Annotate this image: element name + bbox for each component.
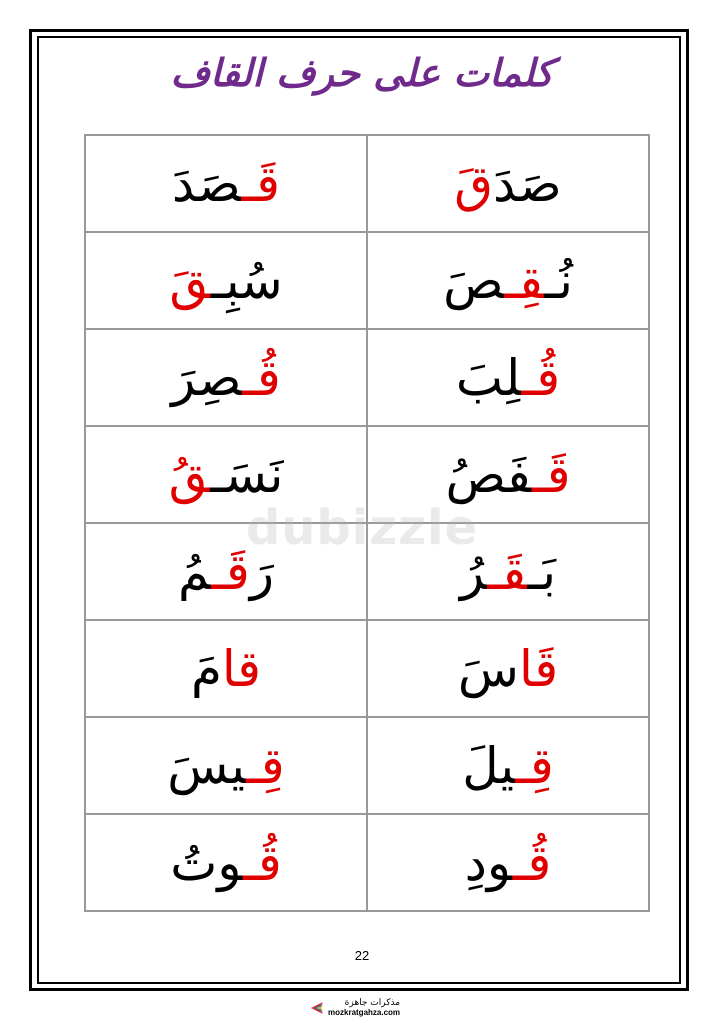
word-cell xyxy=(85,135,367,232)
word-part: صَدَ xyxy=(171,154,242,213)
word-part: سُبِـ xyxy=(211,251,283,310)
word-part: فَصُ xyxy=(445,445,532,504)
qaf-letter: قُـ xyxy=(512,833,552,892)
word-cell xyxy=(85,814,367,911)
qaf-letter: قُـ xyxy=(243,833,282,892)
table-row xyxy=(85,717,649,814)
word-part: بَـ xyxy=(527,542,557,601)
table-row xyxy=(85,814,649,911)
qaf-letter: قَـ xyxy=(487,542,528,601)
qaf-letter: قَـ xyxy=(211,542,250,601)
word-part: مَ xyxy=(190,639,222,698)
word-cell xyxy=(85,620,367,717)
qaf-letter: قِـ xyxy=(504,251,545,310)
qaf-letter: قَـ xyxy=(241,154,281,213)
word-part: يلَ xyxy=(462,736,516,795)
word-cell xyxy=(367,329,649,426)
footer-brand xyxy=(310,996,400,1020)
word-part: صَدَ xyxy=(493,154,562,213)
word-cell xyxy=(85,717,367,814)
word-part: يسَ xyxy=(167,736,247,795)
page-number: 22 xyxy=(354,948,370,963)
qaf-letter: قَ xyxy=(454,154,494,213)
qaf-letter: قا xyxy=(221,639,262,698)
qaf-letter: قُـ xyxy=(242,348,281,407)
word-cell xyxy=(85,329,367,426)
word-cell xyxy=(367,814,649,911)
page-title: كلمات على حرف القاف xyxy=(170,50,554,95)
qaf-letter: قِـ xyxy=(246,736,285,795)
word-cell xyxy=(367,232,649,329)
qaf-letter: قَا xyxy=(518,639,559,698)
word-part: ودِ xyxy=(464,833,513,892)
watermark-text: dubizzle xyxy=(245,500,479,556)
qaf-letter: قَ xyxy=(169,251,212,310)
table-row xyxy=(85,329,649,426)
qaf-letter: قَـ xyxy=(532,445,571,504)
word-part: رَ xyxy=(249,542,274,601)
qaf-letter: قُ xyxy=(168,445,211,504)
word-cell xyxy=(367,620,649,717)
word-cell xyxy=(367,135,649,232)
word-cell xyxy=(85,232,367,329)
word-part: نَسَـ xyxy=(210,445,284,504)
mozkrat-logo-icon xyxy=(310,1001,324,1015)
word-part: صَ xyxy=(443,251,505,310)
word-part: صِرَ xyxy=(171,348,243,407)
word-part: رُ xyxy=(459,542,488,601)
qaf-letter: قِـ xyxy=(515,736,554,795)
word-part: مُ xyxy=(178,542,212,601)
word-part: لِبَ xyxy=(455,348,522,407)
qaf-letter: قُـ xyxy=(521,348,561,407)
word-part: سَ xyxy=(457,639,519,698)
word-part: نُـ xyxy=(544,251,573,310)
table-row xyxy=(85,135,649,232)
table-row xyxy=(85,620,649,717)
word-cell xyxy=(367,717,649,814)
table-row xyxy=(85,232,649,329)
footer-url: mozkratgahza.com xyxy=(328,1008,401,1017)
word-part: وتُ xyxy=(170,833,244,892)
footer-arabic-text: مذكرات جاهزة xyxy=(344,998,401,1008)
